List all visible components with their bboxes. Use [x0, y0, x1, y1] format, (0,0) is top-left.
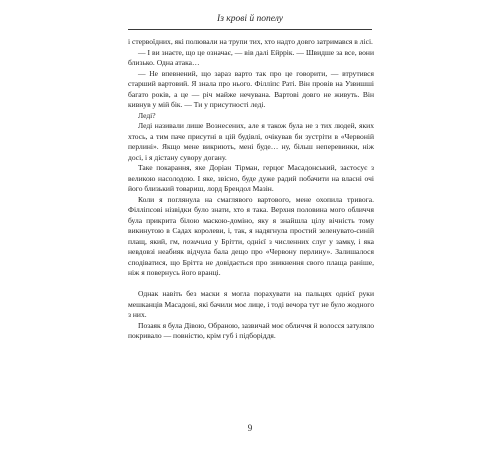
paragraph: Позаяк я була Дівою, Обраною, зазвичай моє обличчя й волосся затуляло покривало — повністю, крім губ і підборіддя.	[128, 320, 374, 340]
paragraph: і стервоїдних, які полювали на трупи тих, хто надто довго затримався в лісі.	[128, 37, 373, 46]
header-rule	[128, 29, 372, 30]
paragraph: Таке покарання, яке Доріан Тірман, герцог Масадонський, застосує з великою насолодою. І яке, звісно, буде дуже радий побачити на власні очі його близький товариш, лорд Брендол Мазін.	[128, 163, 374, 193]
paragraph: — Не впевнений, що зараз варто так про це говорити, — втрутився старший вартовий. Я знала про нього. Філліпс Раті. Він провів на Узвишші багато років, а це — річ майже нечувана. Вартові довго не живуть. Він кивнув у мій бік. — Ти у присутності леді.	[128, 68, 374, 109]
paragraph: Леді?	[138, 110, 156, 120]
paragraph: Коли я поглянула на смаглявого вартового, мене охопила тривога. Філліпсові нізвідки було знати, хто я така. Верхня половина мого обличчя була прикрита білою маскою-доміно, яку я знайшла цілу вічність тому викинутою в Садах королеви, і, так, я надягнула простий зеленувато-синій плащ, який, гм, позичила у Брітти, однієї з численних слуг у замку, і яка невдовзі неабияк відчула бала дещо про «Червону перлину». Залишалося сподіватися, що Брітта не довідається про зникнення свого плаща раніше, ніж я повернусь його вранці.	[128, 194, 375, 277]
running-header: Із крові й попелу	[217, 14, 283, 24]
paragraph: Леді називали лише Вознесених, але я також була не з тих людей, яких хтось, а тим паче присутні в цій будівлі, очікував би зустріти в «Червоній перлині». Якщо мене викриють, мені буде… ну, більш неперевинки, ніж досі, і я дістану сувору догану.	[128, 121, 374, 162]
paragraph: — І ви знаєте, що це означає, — вів далі Ейррік. — Швидше за все, вони близько. Одна атака…	[128, 47, 374, 67]
body-text	[128, 37, 374, 342]
page-number: 9	[247, 423, 253, 433]
paragraph: Однак навіть без маски я могла порахувати на пальцях однієї руки мешканців Масадоні, які бачили моє лице, і тоді вечора тут не було жодного з них.	[128, 289, 374, 319]
